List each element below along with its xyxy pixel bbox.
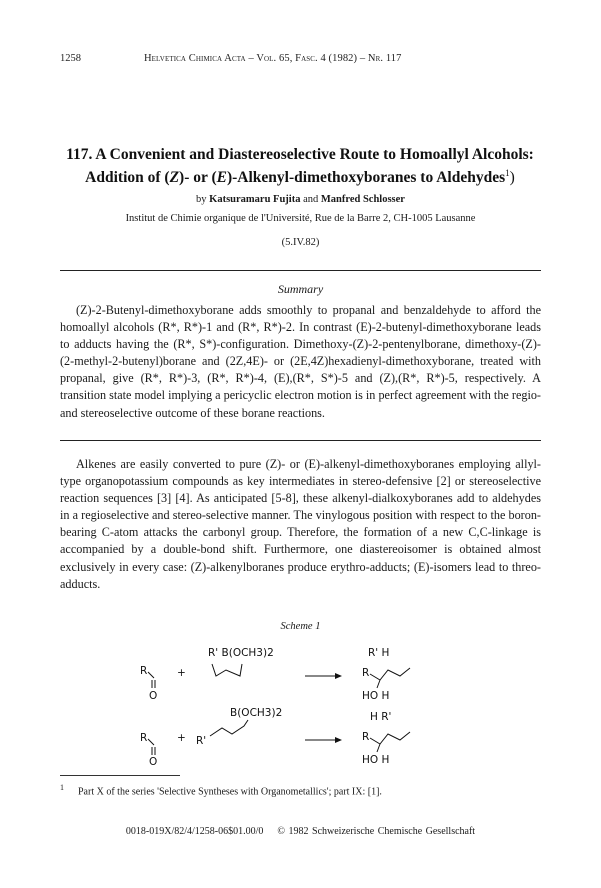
- issn-code: 0018-019X/82/4/1258-06$01.00/0: [125, 826, 264, 837]
- page-number: 1258: [60, 53, 81, 64]
- authors-and: and: [303, 194, 319, 205]
- footnote-text: Part X of the series 'Selective Syntheses with Organometallics'; part IX: [1].: [78, 786, 382, 798]
- title-z: Z: [169, 169, 180, 187]
- row1-plus: +: [177, 667, 186, 679]
- author-name: Katsuramaru Fujita: [209, 194, 301, 205]
- row1-butenyl-chain: [212, 664, 242, 676]
- title-e: E: [216, 169, 227, 187]
- row1-reagent-label: R' B(OCH3)2: [208, 647, 274, 659]
- row2-reagent-r: R': [196, 735, 207, 747]
- title-part: )- or (: [179, 169, 217, 187]
- row1-aldehyde-r: R: [140, 665, 148, 677]
- row2-product-top: H R': [370, 711, 392, 723]
- row1-product-bottom: HO H: [362, 690, 390, 702]
- title-part: )-Alkenyl-dimethoxyboranes to Aldehydes: [226, 169, 506, 187]
- row1-arrow-head: [335, 673, 342, 679]
- row2-aldehyde-bond: [148, 739, 154, 745]
- title-footnote-mark[interactable]: 1: [505, 168, 510, 178]
- row2-product-bottom: HO H: [362, 754, 390, 766]
- body-paragraph: Alkenes are easily converted to pure (Z)- or (E)-alkenyl-dimethoxyboranes employing allyl-type organopotassium compounds as key intermediates in stereo-defensive [2] or stereoselective reaction sequences [3] [4]. As anticipated [5-8], these alkenyl-dialkoxyboranes add to aldehydes in a regioselective and stereo-selective manner. The vinylogous position with respect to the boron-bearing C-atom attacks the carbonyl group. Therefore, the formation of a new C,C-linkage is accompanied by a double-bond shift. Furthermore, one diastereoisomer is obtained almost exclusively in every case: (Z)-alkenylboranes produce erythro-adducts; (E)-isomers lead to threo-adducts.: [60, 457, 541, 591]
- row1-aldehyde-o: O: [149, 690, 158, 702]
- affiliation: Institut de Chimie organique de l'Université, Rue de la Barre 2, CH-1005 Lausanne: [125, 213, 476, 224]
- row2-aldehyde-o: O: [149, 756, 158, 766]
- row2-aldehyde-r: R: [140, 732, 148, 744]
- title-line-1: 117. A Convenient and Diastereoselective Route to Homoallyl Alcohols:: [66, 146, 534, 163]
- authors-by: by: [196, 194, 207, 205]
- row2-product-r: R: [362, 731, 370, 743]
- summary-text: (Z)-2-Butenyl-dimethoxyborane adds smoothly to propanal and benzaldehyde to afford the homoallyl alcohols (R*, R*)-1 and (R*, R*)-2. In contrast (E)-2-butenyl-dimethoxyborane leads to adducts having the (R*, S*)-configuration. Dimethoxy-(Z)-2-pentenylborane, dimethoxy-(Z)-(2-methyl-2-butenyl)borane and (2Z,4E)- or (2E,4Z)hexadienyl-dimethoxyborane, treated with propanal, give (R*, R*)-3, (R*, R*)-4, (E),(R*, S*)-5 and (Z),(R*, R*)-5, respectively. A transition state model implying a pericyclic electron motion is in perfect agreement with the regio- and stereoselective outcome of these borane reactions.: [60, 303, 541, 420]
- received-date: (5.IV.82): [281, 237, 320, 248]
- footnote-rule: [60, 775, 180, 776]
- summary-top-rule: [60, 270, 541, 271]
- row2-arrow-head: [335, 737, 342, 743]
- row1-product-chain: [370, 668, 410, 680]
- row2-reagent-label: B(OCH3)2: [230, 707, 283, 719]
- author-name: Manfred Schlosser: [320, 194, 405, 205]
- summary-heading: Summary: [277, 282, 324, 296]
- reaction-scheme: [130, 636, 470, 766]
- row2-plus: +: [177, 732, 186, 744]
- scheme-drawing: [130, 636, 470, 766]
- title-line-2: [50, 164, 550, 187]
- row1-product-bond: [377, 680, 380, 688]
- journal-citation: Helvetica Chimica Acta – Vol. 65, Fasc. 4 (1982) – Nr. 117: [144, 53, 402, 64]
- scheme-caption: Scheme 1: [280, 621, 321, 632]
- copyright-line: [0, 826, 601, 837]
- row1-aldehyde-bond: [148, 672, 154, 678]
- summary-bottom-rule: [60, 440, 541, 441]
- footnote: [60, 783, 541, 797]
- row2-butenyl-chain: [210, 720, 248, 736]
- row2-product-chain: [370, 732, 410, 744]
- row1-product-top: R' H: [368, 647, 390, 659]
- title-footnote-close: ): [509, 169, 515, 187]
- author-line: [0, 194, 601, 205]
- title-part: Addition of (: [85, 169, 170, 187]
- article-title: [50, 145, 550, 187]
- footnote-mark: 1: [60, 783, 64, 792]
- copyright-notice: © 1982 Schweizerische Chemische Gesellschaft: [277, 826, 476, 837]
- row2-product-bond: [377, 744, 380, 752]
- row1-product-r: R: [362, 667, 370, 679]
